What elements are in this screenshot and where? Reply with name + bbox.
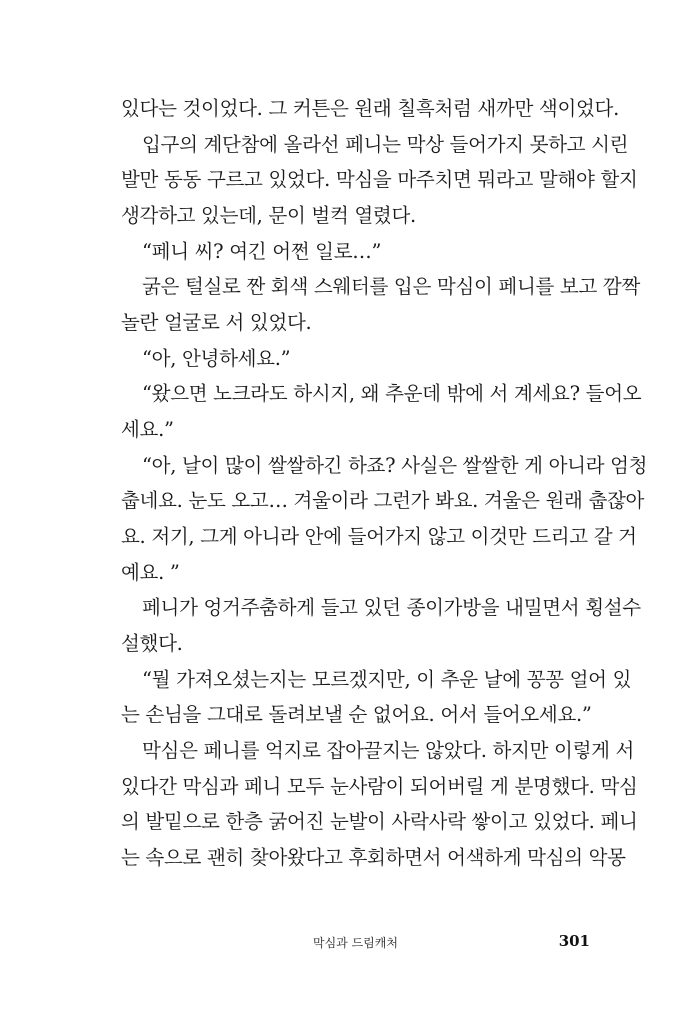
text-line: “아, 날이 많이 쌀쌀하긴 하죠? 사실은 쌀쌀한 게 아니라 엄청: [142, 454, 648, 477]
running-footer-title: 막심과 드림캐처: [313, 936, 398, 950]
text-line: 설했다.: [121, 632, 183, 655]
text-line: 춥네요. 눈도 오고… 겨울이라 그런가 봐요. 겨울은 원래 춥잖아: [121, 489, 645, 512]
text-line: 있다간 막심과 페니 모두 눈사람이 되어버릴 게 분명했다. 막심: [121, 775, 638, 798]
text-line: 의 발밑으로 한층 굵어진 눈발이 사락사락 쌓이고 있었다. 페니: [121, 810, 638, 833]
text-line: “아, 안녕하세요.”: [142, 347, 291, 370]
text-line: 예요. ”: [121, 561, 180, 584]
text-line: 세요.”: [121, 418, 174, 441]
text-line: 는 속으로 괜히 찾아왔다고 후회하면서 어색하게 막심의 악몽: [121, 846, 626, 869]
text-line: 막심은 페니를 억지로 잡아끌지는 않았다. 하지만 이렇게 서: [142, 739, 635, 762]
text-line: 있다는 것이었다. 그 커튼은 원래 칠흑처럼 새까만 색이었다.: [121, 97, 619, 120]
text-line: 굵은 털실로 짠 회색 스웨터를 입은 막심이 페니를 보고 깜짝: [142, 275, 640, 298]
text-line: 페니가 엉거주춤하게 들고 있던 종이가방을 내밀면서 횡설수: [142, 596, 641, 619]
text-line: 놀란 얼굴로 서 있었다.: [121, 311, 312, 334]
text-line: “페니 씨? 여긴 어쩐 일로…”: [142, 240, 382, 263]
text-line: 발만 동동 구르고 있었다. 막심을 마주치면 뭐라고 말해야 할지: [121, 168, 638, 191]
text-line: 는 손님을 그대로 돌려보낼 순 없어요. 어서 들어오세요.”: [121, 703, 592, 726]
text-line: 요. 저기, 그게 아니라 안에 들어가지 않고 이것만 드리고 갈 거: [121, 525, 637, 548]
page-number: 301: [558, 932, 590, 950]
text-line: 생각하고 있는데, 문이 벌컥 열렸다.: [121, 204, 416, 227]
text-line: “왔으면 노크라도 하시지, 왜 추운데 밖에 서 계세요? 들어오: [142, 382, 642, 405]
text-line: 입구의 계단참에 올라선 페니는 막상 들어가지 못하고 시린: [142, 133, 629, 156]
text-line: “뭘 가져오셨는지는 모르겠지만, 이 추운 날에 꽁꽁 얼어 있: [142, 668, 632, 691]
